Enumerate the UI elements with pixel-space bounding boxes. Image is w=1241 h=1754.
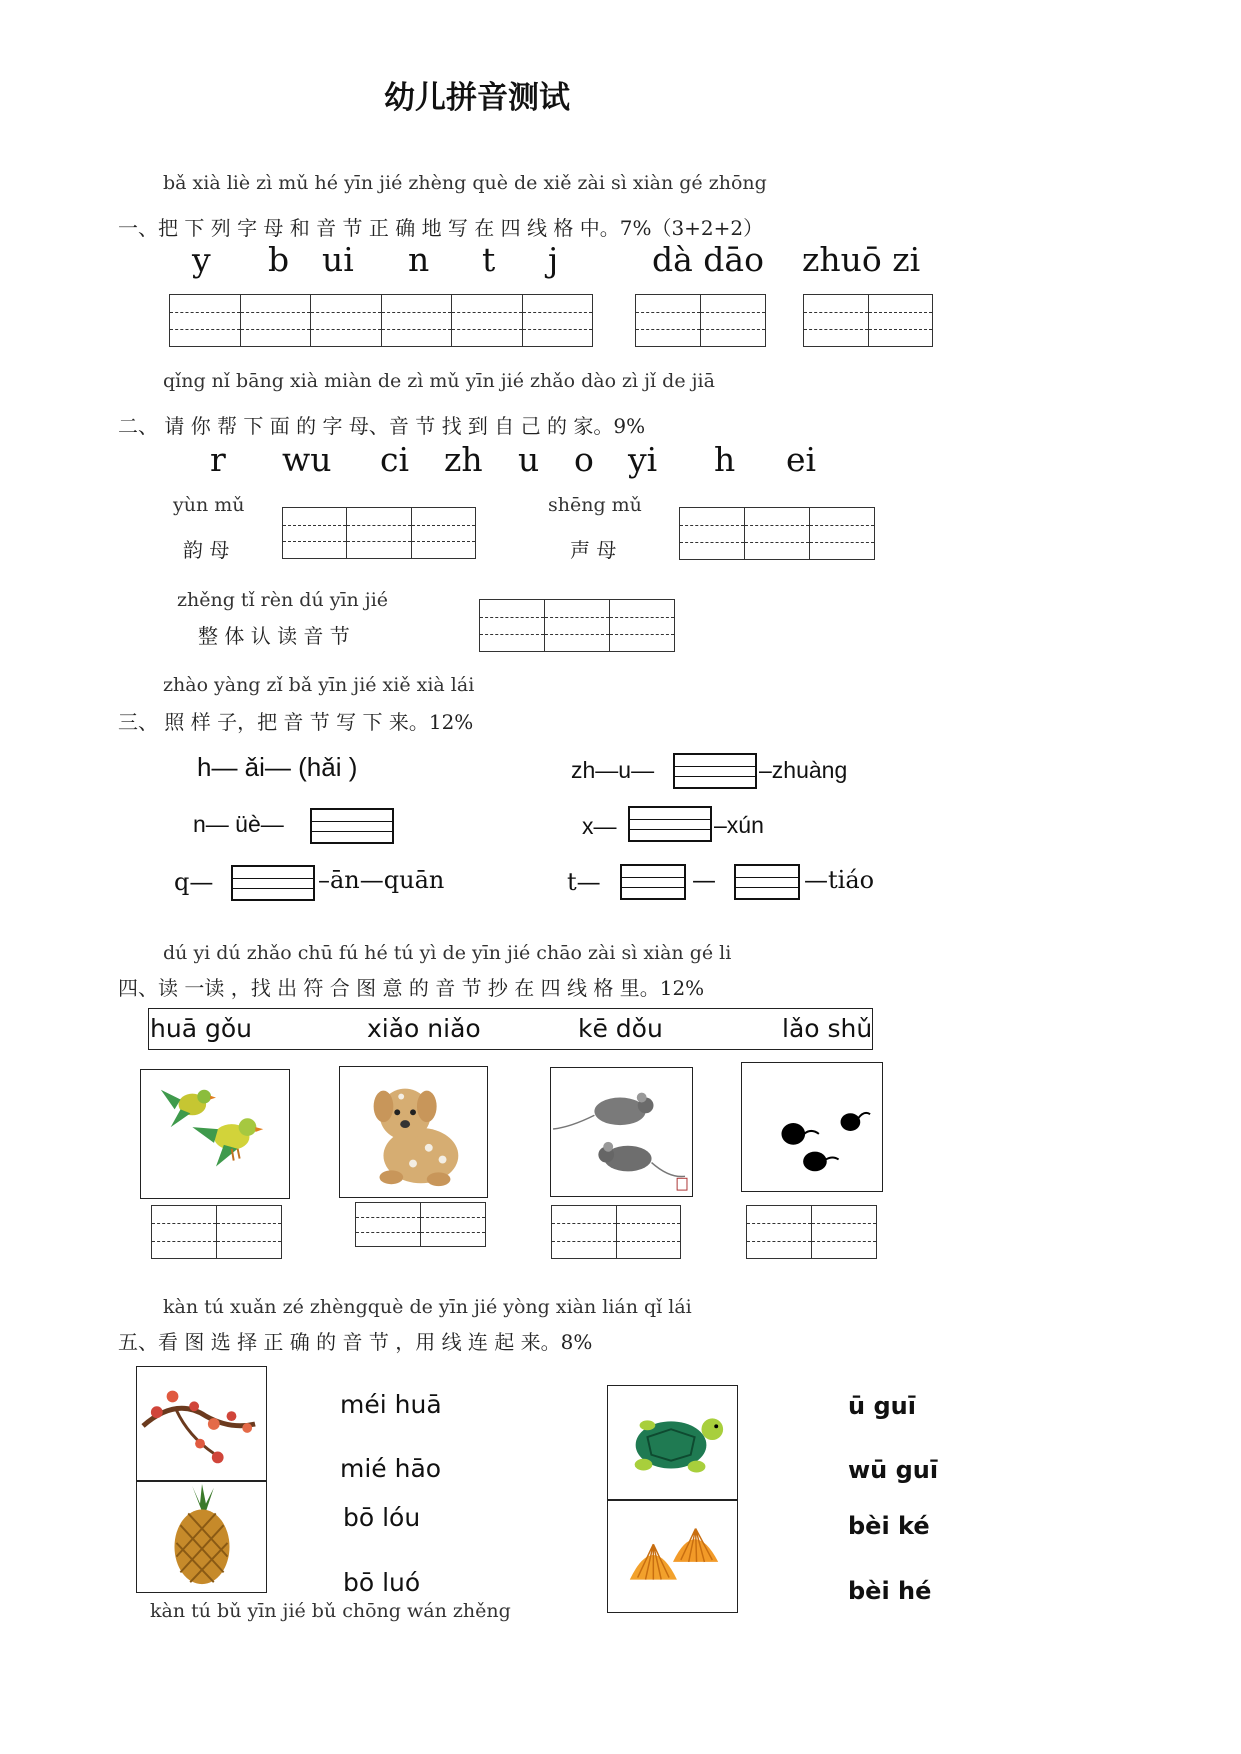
s2-item: o [574, 440, 594, 479]
s3-q2-box[interactable] [673, 753, 757, 789]
yunmu-pinyin: yùn mǔ [173, 494, 245, 516]
shengmu-grid[interactable] [679, 507, 875, 560]
s4-pinyin: dú yi dú zhǎo chū fú hé tú yì de yīn jié chāo zài sì xiàn gé li [163, 942, 732, 964]
s4-word-bank [148, 1008, 873, 1050]
s2-item: ci [380, 440, 410, 479]
s3-q6-prefix: t— [567, 868, 601, 896]
s5-right-option[interactable]: wū guī [848, 1456, 939, 1484]
s3-q4-prefix: x— [582, 813, 617, 839]
s5-right-option[interactable]: ū guī [848, 1392, 916, 1420]
s3-q6-suffix: —tiáo [804, 866, 875, 894]
s4-word: kē dǒu [578, 1014, 663, 1043]
s1-pinyin: bǎ xià liè zì mǔ hé yīn jié zhèng què de xiě zài sì xiàn gé zhōng [163, 172, 767, 194]
s5-pinyin: kàn tú xuǎn zé zhèngquè de yīn jié yòng xiàn lián qǐ lái [163, 1296, 692, 1318]
s6-pinyin: kàn tú bǔ yīn jié bǔ chōng wán zhěng [150, 1600, 511, 1622]
s1-writing-grid-dadao[interactable] [635, 294, 766, 347]
mouse-icon [598, 1142, 685, 1177]
s3-q6-box1[interactable] [620, 864, 686, 900]
zhengti-grid[interactable] [479, 599, 675, 652]
s2-item: h [714, 440, 736, 479]
s2-pinyin: qǐng nǐ bāng xià miàn de zì mǔ yīn jié zhǎo dào zì jǐ de jiā [163, 370, 715, 392]
mouse-icon [553, 1093, 653, 1129]
plum-blossom-picture [136, 1366, 267, 1481]
s1-letter: y [192, 240, 211, 279]
s4-heading: 四、读 一读 ，找 出 符 合 图 意 的 音 节 抄 在 四 线 格 里。12% [118, 976, 705, 1000]
birds-picture [140, 1069, 290, 1199]
shengmu-pinyin: shēng mǔ [548, 494, 642, 516]
dog-picture [339, 1066, 488, 1198]
s2-item: r [210, 440, 226, 479]
s3-q3-box[interactable] [310, 808, 394, 844]
s3-q4-box[interactable] [628, 806, 712, 842]
shell-icon [630, 1544, 677, 1579]
s4-grid-mice[interactable] [551, 1205, 681, 1259]
tadpole-icon [781, 1123, 818, 1145]
s3-pinyin: zhào yàng zǐ bǎ yīn jié xiě xià lái [163, 674, 475, 696]
s3-q6-box2[interactable] [734, 864, 800, 900]
shengmu-label: 声 母 [570, 538, 617, 562]
zhengti-pinyin: zhěng tǐ rèn dú yīn jié [177, 589, 389, 611]
s4-word: lǎo shǔ [782, 1014, 873, 1043]
turtle-picture [607, 1385, 738, 1500]
tadpole-icon [841, 1113, 871, 1131]
s3-q4-suffix: –xún [714, 812, 764, 838]
s1-writing-grid-zhuozi[interactable] [803, 294, 933, 347]
s3-q5-prefix: q— [174, 868, 214, 896]
s2-item: u [518, 440, 540, 479]
s5-left-option[interactable]: bō lóu [343, 1503, 421, 1532]
plum-blossom-icon [143, 1391, 255, 1464]
s1-word-dadao: dà dāo [652, 240, 764, 279]
yunmu-grid[interactable] [282, 507, 476, 559]
s3-q2-suffix: –zhuàng [759, 757, 848, 783]
s5-right-option[interactable]: bèi hé [848, 1577, 932, 1605]
s1-word-zhuozi: zhuō zi [802, 240, 921, 279]
pineapple-icon [174, 1484, 229, 1584]
s2-item: zh [444, 440, 483, 479]
s1-letter: t [482, 240, 496, 279]
s5-left-option[interactable]: mié hāo [340, 1454, 442, 1483]
yunmu-label: 韵 母 [183, 538, 230, 562]
s2-item: wu [282, 440, 332, 479]
tadpole-icon [803, 1152, 838, 1172]
s5-left-option[interactable]: méi huā [340, 1390, 442, 1419]
turtle-icon [635, 1418, 723, 1472]
bird-icon [161, 1090, 216, 1127]
page-title: 幼儿拼音测试 [384, 80, 570, 116]
s1-letter: b [268, 240, 290, 279]
s1-letter: ui [322, 240, 354, 279]
s3-heading: 三、 照 样 子，把 音 节 写 下 来。12% [118, 710, 474, 734]
s4-grid-tadpoles[interactable] [746, 1205, 877, 1259]
s5-left-option[interactable]: bō luó [343, 1568, 421, 1597]
s4-grid-dog[interactable] [355, 1202, 486, 1247]
mice-picture [550, 1067, 693, 1197]
s1-heading: 一、把 下 列 字 母 和 音 节 正 确 地 写 在 四 线 格 中。7%（3+2+2） [118, 216, 764, 240]
s5-heading: 五、看 图 选 择 正 确 的 音 节 ，用 线 连 起 来。8% [118, 1330, 593, 1354]
s3-example: h— ǎi— (hǎi ) [197, 752, 358, 782]
s3-q3-prefix: n— üè— [193, 811, 284, 837]
shells-picture [607, 1500, 738, 1613]
s3-q6-dash: — [692, 866, 716, 894]
s2-item: ei [786, 440, 817, 479]
s4-word: huā gǒu [150, 1014, 252, 1043]
s1-letter: j [548, 240, 559, 279]
bird-icon [192, 1118, 263, 1166]
s1-letter: n [408, 240, 430, 279]
s5-right-option[interactable]: bèi ké [848, 1512, 930, 1540]
zhengti-label: 整 体 认 读 音 节 [198, 624, 350, 648]
pineapple-picture [136, 1481, 267, 1593]
s2-item: yi [628, 440, 658, 479]
s4-grid-birds[interactable] [151, 1205, 282, 1259]
dog-icon [374, 1089, 459, 1187]
s4-word: xiǎo niǎo [367, 1014, 481, 1043]
tadpoles-picture [741, 1062, 883, 1192]
s3-q5-suffix: –ān—quān [318, 866, 445, 894]
s2-heading: 二、 请 你 帮 下 面 的 字 母、音 节 找 到 自 己 的 家。9% [118, 414, 646, 438]
shell-icon [673, 1529, 718, 1562]
s1-writing-grid-letters[interactable] [169, 294, 593, 347]
s3-q5-box[interactable] [231, 865, 315, 901]
s3-q2-prefix: zh—u— [571, 757, 655, 783]
